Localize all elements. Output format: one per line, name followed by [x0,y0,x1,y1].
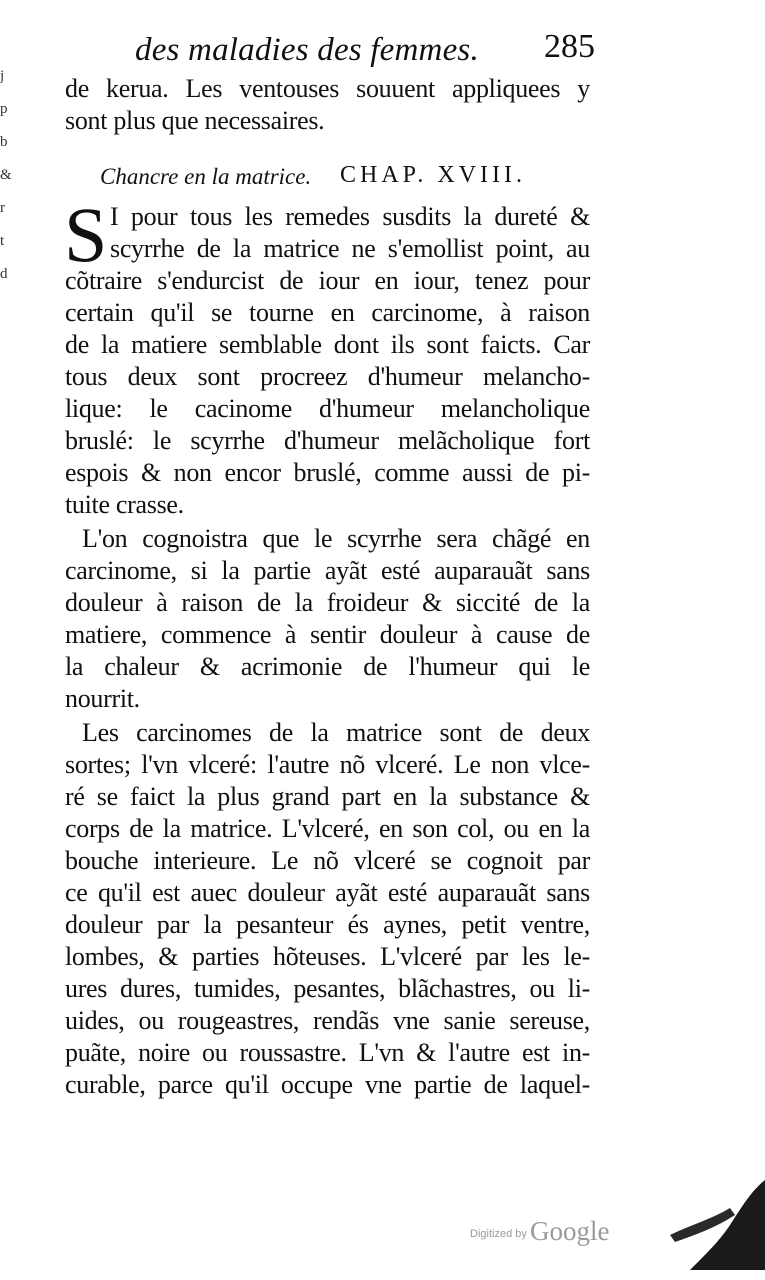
text-line: cõtraire s'endurcist de iour en iour, tenez pour [65,266,590,295]
gutter-mark: d [0,266,8,282]
text-line: sont plus que necessaires. [65,106,325,135]
text-line: ures dures, tumides, pesantes, blãchastres, ou li- [65,974,590,1003]
gutter-mark: j [0,68,5,84]
text-line: lique: le cacinome d'humeur melancholique [65,394,590,423]
text-line: bouche interieure. Le nõ vlceré se cognoit par [65,846,590,875]
chapter-subject: Chancre en la matrice. [100,164,312,189]
text-line: bruslé: le scyrrhe d'humeur melãcholique fort [65,426,590,455]
chapter-heading [100,162,550,198]
text-line: douleur à raison de la froideur & siccité de la [65,588,590,617]
text-line: Les carcinomes de la matrice sont de deux [82,718,590,747]
google-logo: Google [530,1216,610,1246]
text-line: uides, ou rougeastres, rendãs vne sanie sereuse, [65,1006,590,1035]
text-line: matiere, commence à sentir douleur à cause de [65,620,590,649]
text-line: douleur par la pesanteur és aynes, petit ventre, [65,910,590,939]
text-line: corps de la matrice. L'vlceré, en son col, ou en la [65,814,590,843]
text-line: espois & non encor bruslé, comme aussi de pi- [65,458,590,487]
chapter-number: CHAP. XVIII. [340,162,526,188]
digitized-watermark [470,1218,620,1248]
digitized-label: Digitized by [470,1228,527,1240]
text-line: de kerua. Les ventouses souuent appliquees y [65,74,590,103]
running-title: des maladies des femmes. [135,32,479,68]
gutter-mark: p [0,101,8,117]
text-line: scyrrhe de la matrice ne s'emollist point, au [110,234,590,263]
page-corner-shadow [650,1180,765,1270]
text-line: I pour tous les remedes susdits la dureté & [110,202,590,231]
text-line: ré se faict la plus grand part en la substance & [65,782,590,811]
text-line: la chaleur & acrimonie de l'humeur qui le [65,652,590,681]
drop-cap: S [64,191,108,278]
text-line: puãte, noire ou roussastre. L'vn & l'autre est in- [65,1038,590,1067]
gutter-mark: b [0,134,8,150]
text-line: de la matiere semblable dont ils sont faicts. Car [65,330,590,359]
gutter-mark: t [0,233,5,249]
gutter-mark: r [0,200,5,216]
text-line: L'on cognoistra que le scyrrhe sera chãgé en [82,524,590,553]
text-line: certain qu'il se tourne en carcinome, à raison [65,298,590,327]
text-line: curable, parce qu'il occupe vne partie de laquel- [65,1070,590,1099]
page-number: 285 [544,28,595,65]
left-margin-gutter [0,60,22,340]
text-line: tuite crasse. [65,490,184,519]
running-head [135,28,595,72]
text-line: lombes, & parties hõteuses. L'vlceré par les le- [65,942,590,971]
gutter-mark: & [0,167,12,183]
text-line: nourrit. [65,684,140,713]
text-line: tous deux sont procreez d'humeur melancho- [65,362,590,391]
text-line: sortes; l'vn vlceré: l'autre nõ vlceré. Le non vlce- [65,750,590,779]
text-line: ce qu'il est auec douleur ayãt esté auparauãt sans [65,878,590,907]
text-line: carcinome, si la partie ayãt esté auparauãt sans [65,556,590,585]
